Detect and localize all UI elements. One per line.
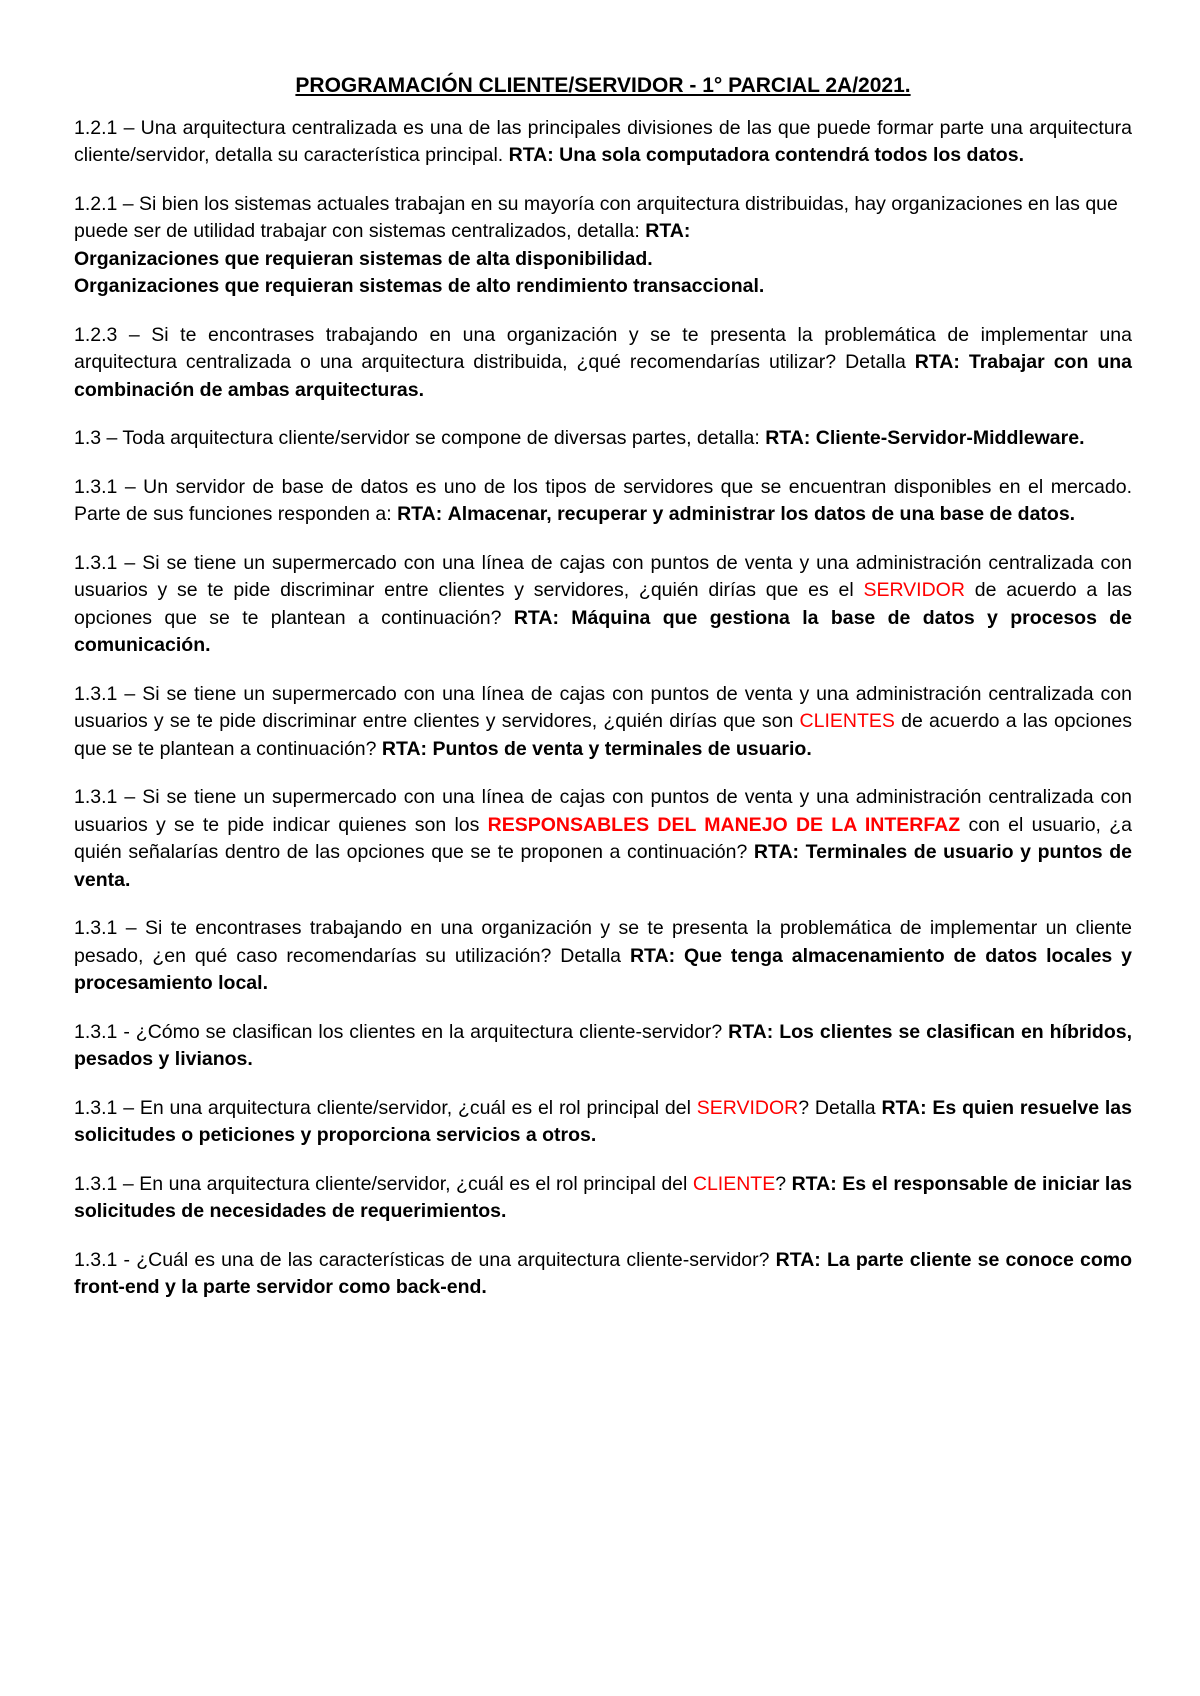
rta-label: RTA: (397, 503, 443, 525)
question-text: 1.3.1 – En una arquitectura cliente/servidor, ¿cuál es el rol principal del (74, 1096, 691, 1119)
question-text: 1.3.1 – Si te encontrases trabajando en una organización y se te presenta la problemática de implementar un cliente pesado, ¿en qué caso recomendarías su utilización? Detalla (74, 917, 1132, 967)
question-text-tail: ? Detalla (798, 1096, 876, 1119)
question-9 (74, 915, 1132, 998)
question-12 (74, 1171, 1132, 1226)
rta-label: RTA: (629, 944, 676, 967)
question-text: 1.3.1 - ¿Cómo se clasifican los clientes en la arquitectura cliente-servidor? (74, 1020, 723, 1043)
question-text: 1.3.1 - ¿Cuál es una de las características de una arquitectura cliente-servidor? (74, 1248, 770, 1271)
highlight-term: CLIENTES (799, 710, 895, 732)
question-text: 1.2.1 – Una arquitectura centralizada es una de las principales divisiones de las que puede formar parte una arquitectura cliente/servidor, detalla su característica principal. (74, 116, 1132, 166)
question-6 (74, 550, 1132, 660)
answer-text: Es quien resuelve las solicitudes o peticiones y proporciona servicios a otros. (74, 1096, 1132, 1146)
highlight-term: CLIENTE (692, 1172, 776, 1195)
question-text: 1.3.1 – En una arquitectura cliente/servidor, ¿cuál es el rol principal del (74, 1172, 688, 1195)
question-4 (74, 425, 1132, 453)
question-text: 1.3.1 – Si se tiene un supermercado con una línea de cajas con puntos de venta y una administración centralizada con usuarios y se te pide indicar quienes son los (74, 786, 1132, 836)
highlight-term: RESPONSABLES DEL MANEJO DE LA INTERFAZ (487, 813, 961, 836)
question-10 (74, 1019, 1132, 1074)
rta-label: RTA: (881, 1096, 927, 1119)
answer-text: La parte cliente se conoce como front-end y la parte servidor como back-end. (74, 1248, 1132, 1298)
rta-label: RTA: (775, 1248, 821, 1271)
question-3 (74, 322, 1132, 405)
question-8 (74, 784, 1132, 894)
document-page (74, 72, 1132, 1323)
question-text: 1.3.1 – Un servidor de base de datos es uno de los tipos de servidores que se encuentran disponibles en el mercado. Parte de sus funciones responden a: (74, 475, 1132, 525)
answer-text: Puntos de venta y terminales de usuario. (432, 737, 812, 760)
document-title: PROGRAMACIÓN CLIENTE/SERVIDOR - 1° PARCIAL 2A/2021. (295, 74, 911, 97)
rta-label: RTA: (508, 144, 554, 166)
rta-label: RTA: (645, 220, 691, 242)
highlight-term: SERVIDOR (696, 1096, 799, 1119)
rta-label: RTA: (765, 427, 811, 449)
question-text-tail: de acuerdo a las opciones que se te plantean a continuación? (74, 579, 1132, 629)
question-text-tail: ? (775, 1172, 787, 1195)
question-text: 1.2.1 – Si bien los sistemas actuales trabajan en su mayoría con arquitectura distribuidas, hay organizaciones en las que puede ser de utilidad trabajar con sistemas centralizados, detalla: (74, 192, 1118, 242)
answer-text: Máquina que gestiona la base de datos y procesos de comunicación. (74, 606, 1133, 656)
answer-text: Cliente-Servidor-Middleware. (815, 427, 1085, 449)
question-1 (74, 115, 1132, 170)
question-text-tail: de acuerdo a las opciones que se te plantean a continuación? (74, 710, 1133, 760)
answer-text: Terminales de usuario y puntos de venta. (74, 841, 1132, 891)
rta-label: RTA: (513, 606, 559, 629)
rta-label: RTA: (914, 351, 960, 373)
question-text-tail: con el usuario, ¿a quién señalarías dentro de las opciones que se te proponen a continuación? (74, 813, 1132, 863)
answer-text: Los clientes se clasifican en híbridos, pesados y livianos. (74, 1020, 1132, 1070)
question-2 (74, 191, 1132, 301)
question-13 (74, 1247, 1132, 1302)
answer-text: Que tenga almacenamiento de datos locales y procesamiento local. (74, 944, 1133, 994)
question-text: 1.3.1 – Si se tiene un supermercado con una línea de cajas con puntos de venta y una administración centralizada con usuarios y se te pide discriminar entre clientes y servidores, ¿quién dirías que es el (74, 551, 1132, 601)
rta-label: RTA: (728, 1020, 774, 1043)
question-text: 1.2.3 – Si te encontrases trabajando en una organización y se te presenta la problemática de implementar una arquitectura centralizada o una arquitectura distribuida, ¿qué recomendarías utilizar? Detalla (74, 323, 1132, 373)
answer-text: Almacenar, recuperar y administrar los datos de una base de datos. (447, 503, 1076, 525)
question-7 (74, 681, 1132, 764)
highlight-term: SERVIDOR (863, 579, 965, 601)
rta-label: RTA: (753, 841, 800, 863)
question-5 (74, 474, 1132, 529)
question-11 (74, 1095, 1132, 1150)
question-text: 1.3 – Toda arquitectura cliente/servidor se compone de diversas partes, detalla: (74, 427, 760, 449)
question-text: 1.3.1 – Si se tiene un supermercado con una línea de cajas con puntos de venta y una administración centralizada con usuarios y se te pide discriminar entre clientes y servidores, ¿quién dirías que son (74, 682, 1132, 732)
answer-line: Organizaciones que requieran sistemas de alto rendimiento transaccional. (74, 275, 765, 297)
answer-text: Una sola computadora contendrá todos los datos. (559, 144, 1024, 166)
rta-label: RTA: (381, 737, 428, 760)
answer-text: Es el responsable de iniciar las solicitudes de necesidades de requerimientos. (74, 1172, 1133, 1222)
answer-text: Trabajar con una combinación de ambas arquitecturas. (74, 351, 1132, 401)
answer-line: Organizaciones que requieran sistemas de alta disponibilidad. (74, 247, 653, 270)
rta-label: RTA: (791, 1172, 837, 1195)
